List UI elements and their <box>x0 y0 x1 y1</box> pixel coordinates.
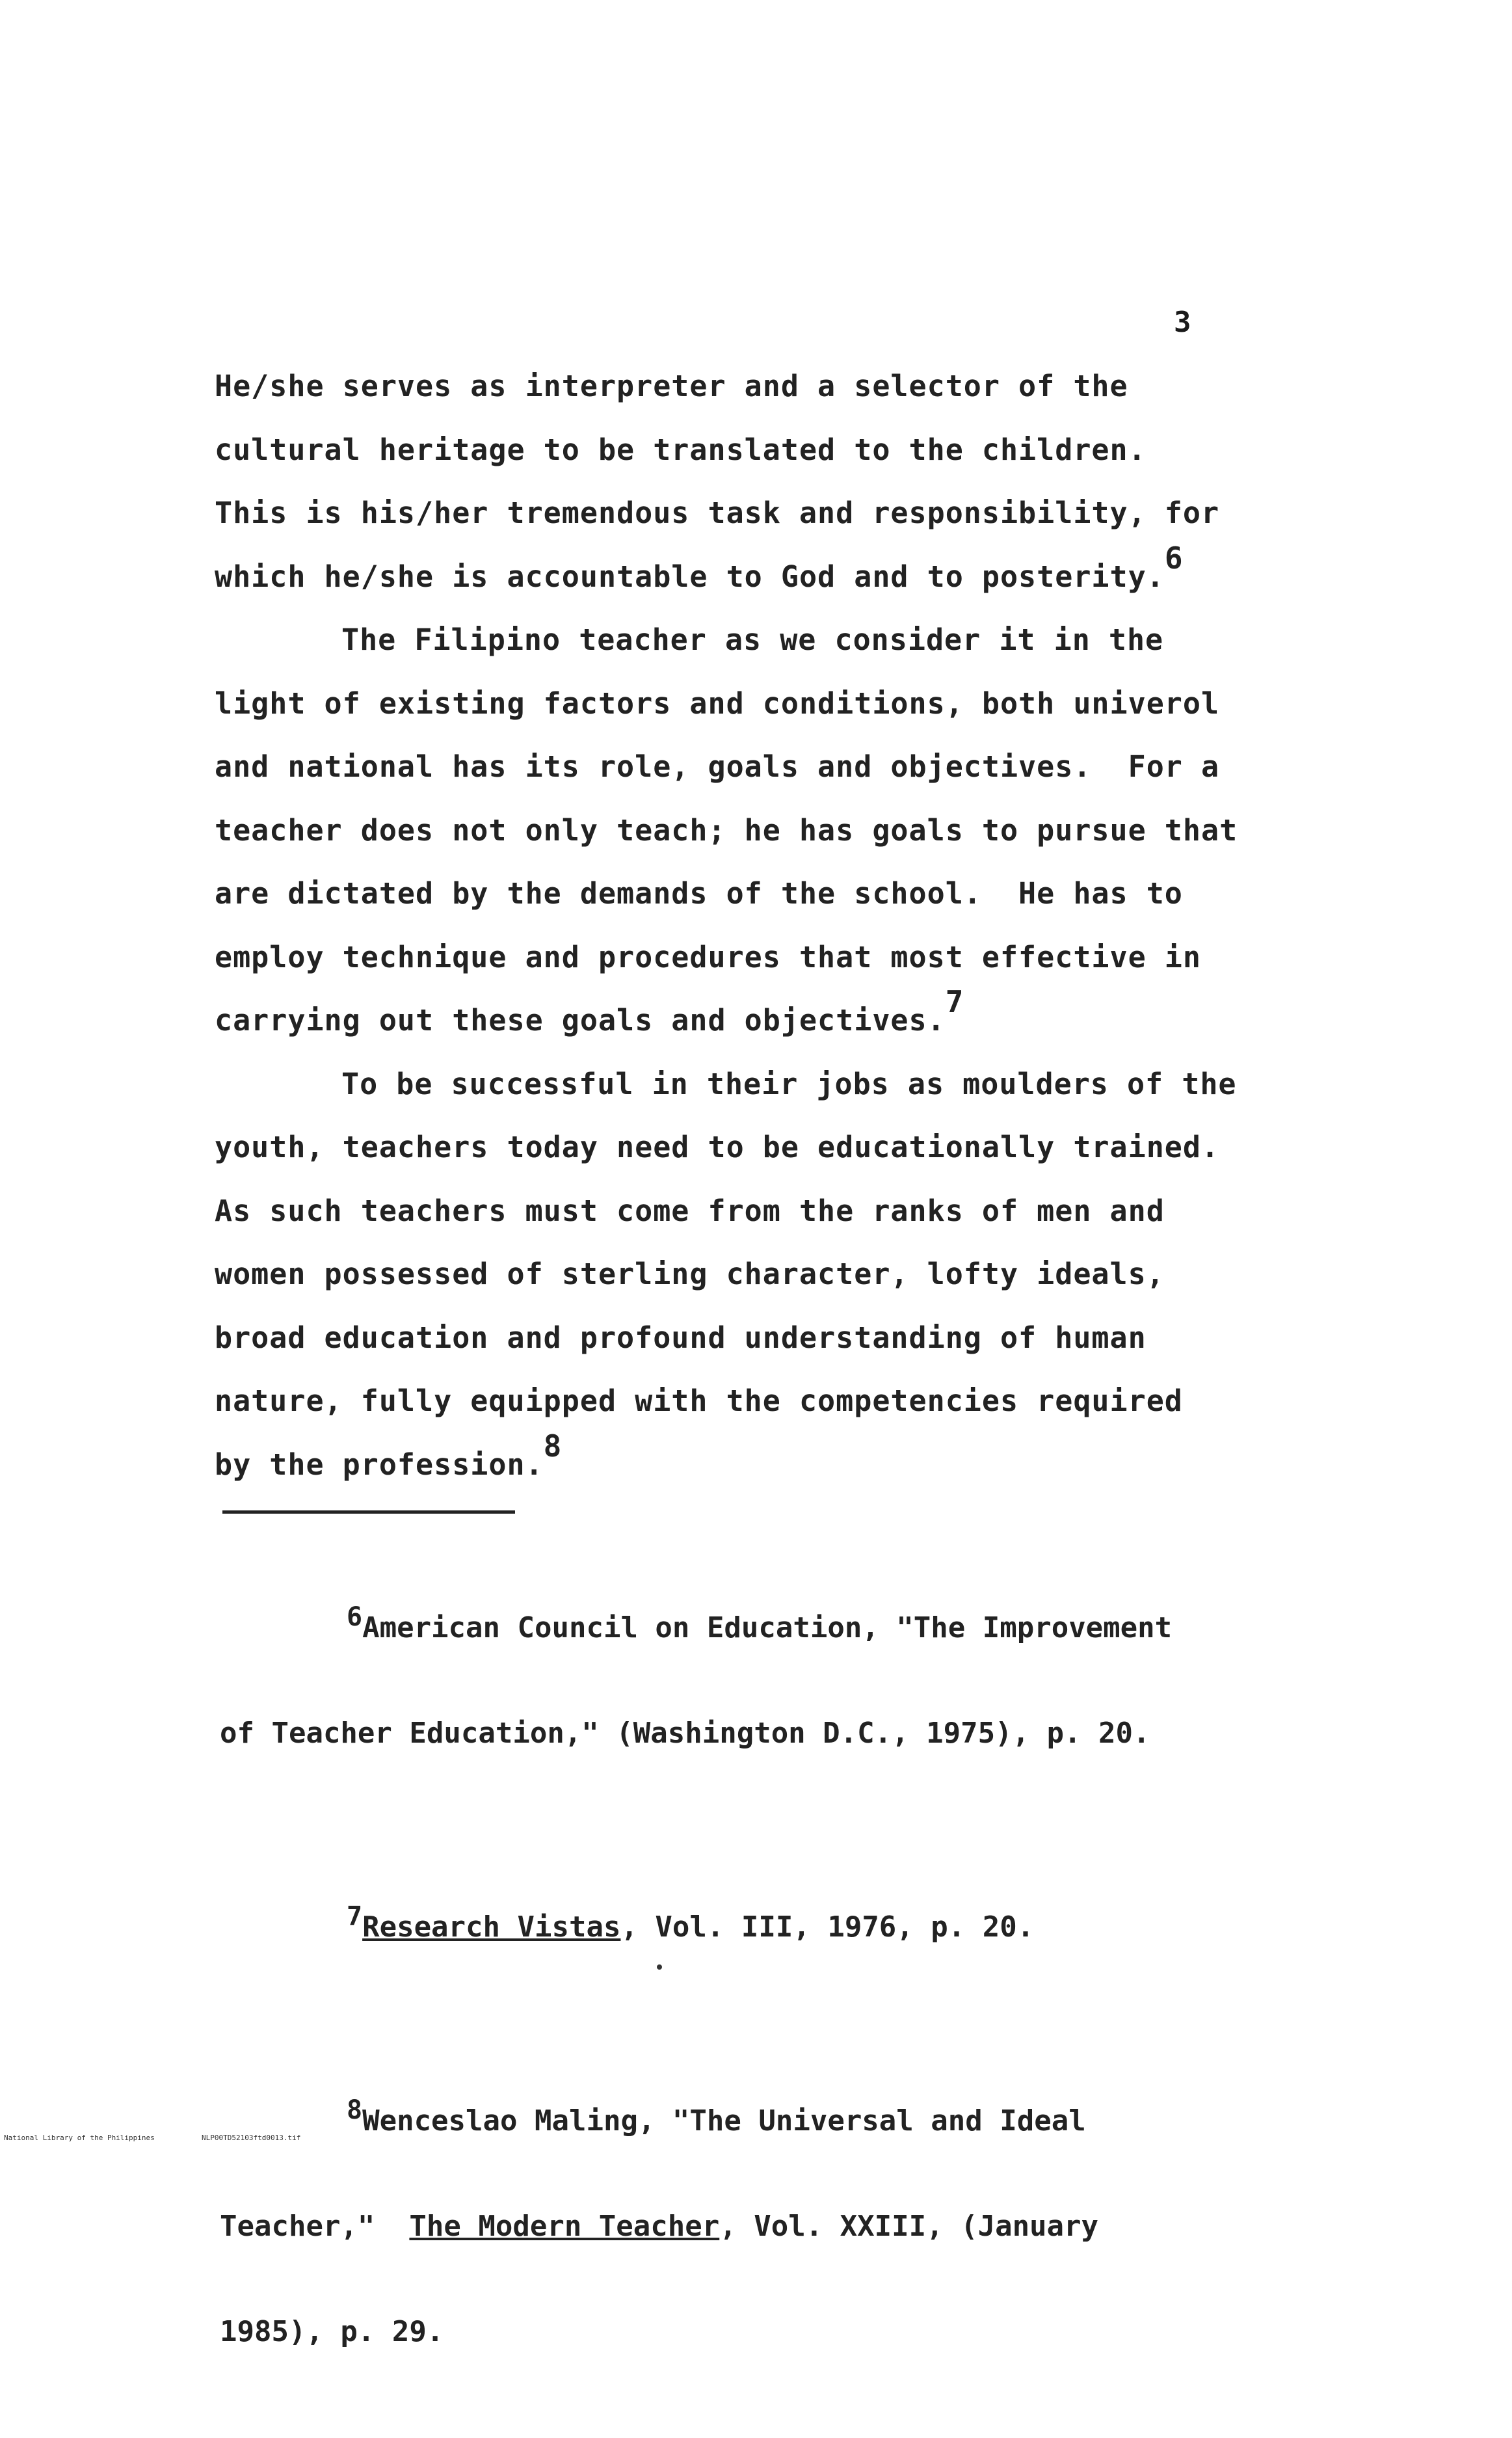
text-line: youth, teachers today need to be educationally trained. <box>215 1130 1220 1164</box>
footnote-text: Wenceslao Maling, "The Universal and Ideal <box>362 2104 1086 2137</box>
footnote <box>220 2033 1260 2420</box>
filename-label: NLP00TD52103ftd0013.tif <box>202 2134 301 2142</box>
scan-footer <box>0 2128 1512 2147</box>
footnote-number: 8 <box>347 2095 363 2125</box>
page-number: 3 <box>1174 306 1191 339</box>
footnote-separator <box>222 1510 515 1514</box>
footnote-text: , Vol. III, 1976, p. 20. <box>620 1910 1035 1944</box>
footnote-number: 6 <box>347 1602 363 1632</box>
text-line-content: carrying out these goals and objectives. <box>215 1003 946 1038</box>
footnotes <box>220 1540 1260 2438</box>
footnote-text: Teacher," <box>220 2210 410 2243</box>
text-line <box>215 1428 1255 1497</box>
text-line: and national has its role, goals and objectives. For a <box>215 749 1220 784</box>
text-line-content: by the profession. <box>215 1447 544 1482</box>
text-line: He/she serves as interpreter and a selector of the <box>215 369 1128 403</box>
text-line: teacher does not only teach; he has goals to pursue that <box>215 812 1238 848</box>
footnote-ref: 7 <box>945 984 964 1019</box>
footnote-ref: 6 <box>1164 540 1184 576</box>
footnote <box>220 1540 1260 1821</box>
text-line: women possessed of sterling character, lofty ideals, <box>215 1257 1165 1291</box>
footnote-title: The Modern Teacher <box>409 2210 720 2243</box>
text-line <box>215 984 1255 1052</box>
text-line: nature, fully equipped with the competencies required <box>215 1384 1183 1418</box>
footnote-text: 1985), p. 29. <box>220 2315 444 2348</box>
text-line: This is his/her tremendous task and responsibility, for <box>215 496 1220 530</box>
text-line: are dictated by the demands of the school. He has to <box>215 876 1183 911</box>
text-line: The Filipino teacher as we consider it in the <box>341 623 1164 657</box>
body-text <box>215 355 1255 1496</box>
text-line: light of existing factors and conditions, both univerol <box>215 686 1220 721</box>
ink-speck <box>657 1964 662 1970</box>
footnote-ref: 8 <box>543 1428 563 1464</box>
text-line <box>215 540 1255 609</box>
footnote-text: American Council on Education, "The Improvement <box>362 1611 1173 1644</box>
text-line: cultural heritage to be translated to the children. <box>215 432 1147 467</box>
footnote <box>220 1840 1260 2015</box>
text-line: As such teachers must come from the ranks of men and <box>215 1193 1165 1228</box>
footnote-text: , Vol. XXIII, (January <box>719 2210 1099 2243</box>
text-line: To be successful in their jobs as moulders of the <box>341 1066 1237 1101</box>
footnote-text: of Teacher Education," (Washington D.C., 1975), p. 20. <box>220 1717 1150 1750</box>
footnote-title: Research Vistas <box>362 1910 621 1944</box>
library-label: National Library of the Philippines <box>4 2134 155 2142</box>
text-line: broad education and profound understanding of human <box>215 1320 1147 1355</box>
text-line-content: which he/she is accountable to God and to posterity. <box>215 559 1165 594</box>
footnote-number: 7 <box>347 1901 363 1931</box>
text-line: employ technique and procedures that most effective in <box>215 939 1201 974</box>
